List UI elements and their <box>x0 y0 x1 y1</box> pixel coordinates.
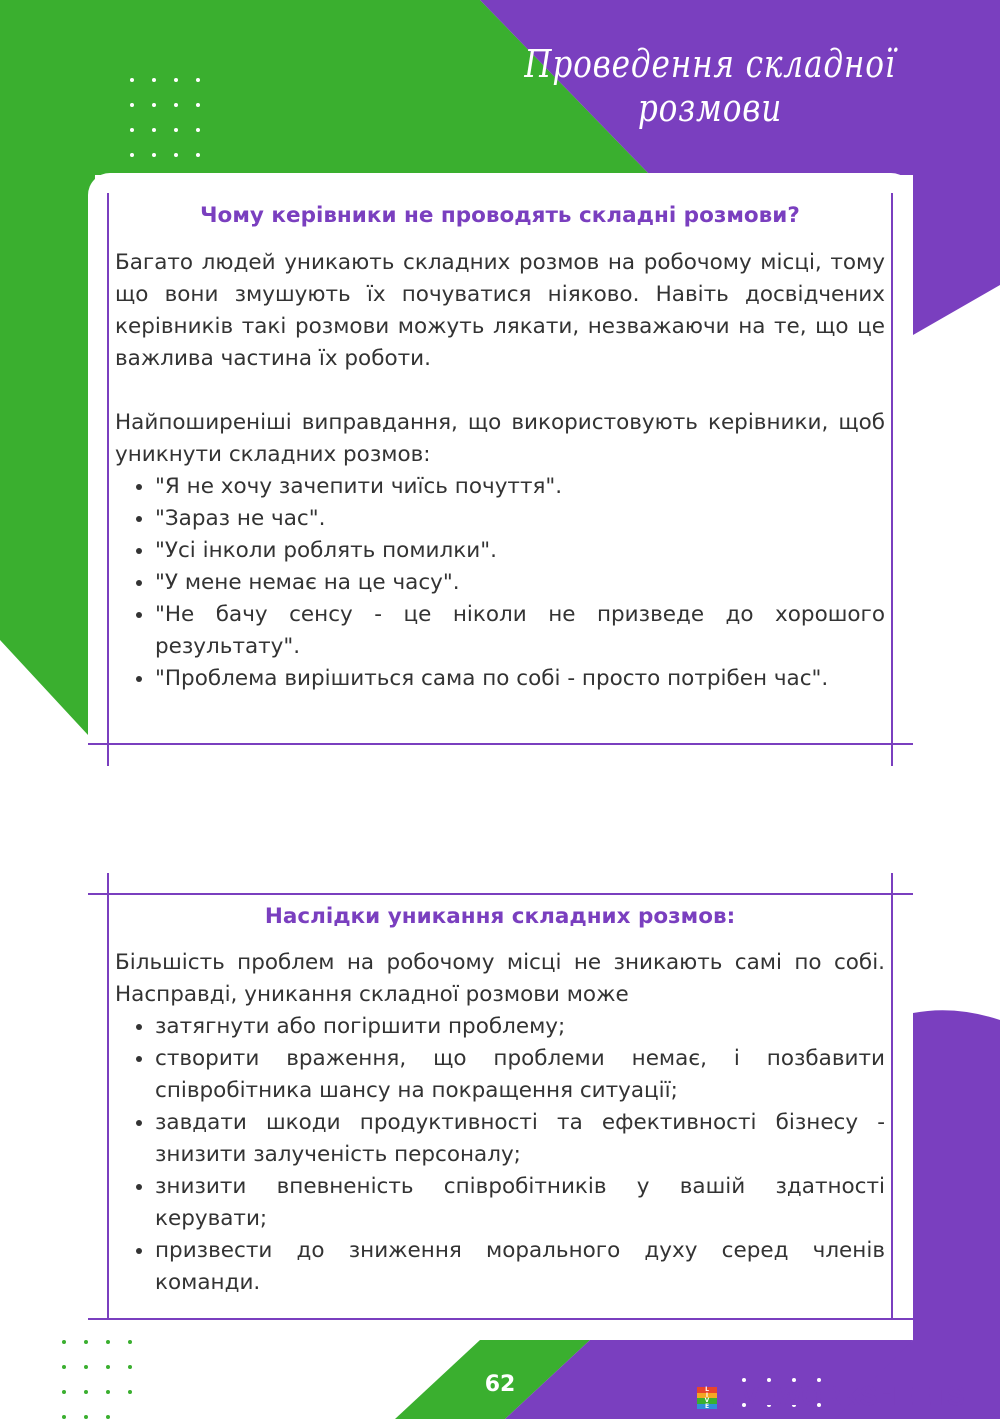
liveworksheets-logo-icon: L I V E <box>697 1387 717 1409</box>
section2-heading: Наслідки уникання складних розмов: <box>264 904 736 929</box>
list-item: • "Усі інколи роблять помилки". <box>155 535 885 567</box>
list-item: • призвести до зниження морального духу серед членів команди. <box>155 1235 885 1299</box>
page-number: 62 <box>484 1372 516 1397</box>
list-item: • "Проблема вирішиться сама по собі - просто потрібен час". <box>155 663 885 695</box>
watermark-text: LIVEWORKSHEETS <box>718 1381 965 1411</box>
section1-paragraph: Багато людей уникають складних розмов на робочому місці, тому що вони змушують їх почуватися ніяково. Навіть досвідчених керівників такі розмови можуть лякати, незважаючи на те, що це важлива частина їх роботи. <box>115 250 885 371</box>
dot-grid-bottom-left <box>62 1340 134 1419</box>
list-item: • "Зараз не час". <box>155 503 885 535</box>
frame-line <box>88 893 913 895</box>
list-item: • "Я не хочу зачепити чиїсь почуття". <box>155 471 885 503</box>
list-item: • "У мене немає на це часу". <box>155 567 885 599</box>
section1-intro: Найпоширеніші виправдання, що використовують керівники, щоб уникнути складних розмов: <box>115 410 885 467</box>
frame-line <box>88 1318 913 1320</box>
frame-line <box>107 873 109 1320</box>
section1-heading: Чому керівники не проводять складні розмови? <box>200 203 800 228</box>
frame-line <box>891 873 893 1320</box>
list-item: • створити враження, що проблеми немає, і позбавити співробітника шансу на покращення ситуації; <box>155 1043 885 1107</box>
frame-line <box>891 193 893 766</box>
list-item: • завдати шкоди продуктивності та ефективності бізнесу - знизити залученість персоналу; <box>155 1107 885 1171</box>
frame-line <box>107 193 109 766</box>
page-title: Проведення складної розмови <box>524 42 896 130</box>
dot-grid-top-left <box>130 78 202 158</box>
frame-line <box>88 743 913 745</box>
excuses-list <box>115 471 885 695</box>
consequences-list <box>115 1011 885 1299</box>
section2-paragraph: Більшість проблем на робочому місці не зникають самі по собі. Насправді, уникання складної розмови може <box>115 950 885 1007</box>
list-item: • знизити впевненість співробітників у вашій здатності керувати; <box>155 1171 885 1235</box>
list-item: • "Не бачу сенсу - це ніколи не призведе до хорошого результату". <box>155 599 885 663</box>
list-item: • затягнути або погіршити проблему; <box>155 1011 885 1043</box>
